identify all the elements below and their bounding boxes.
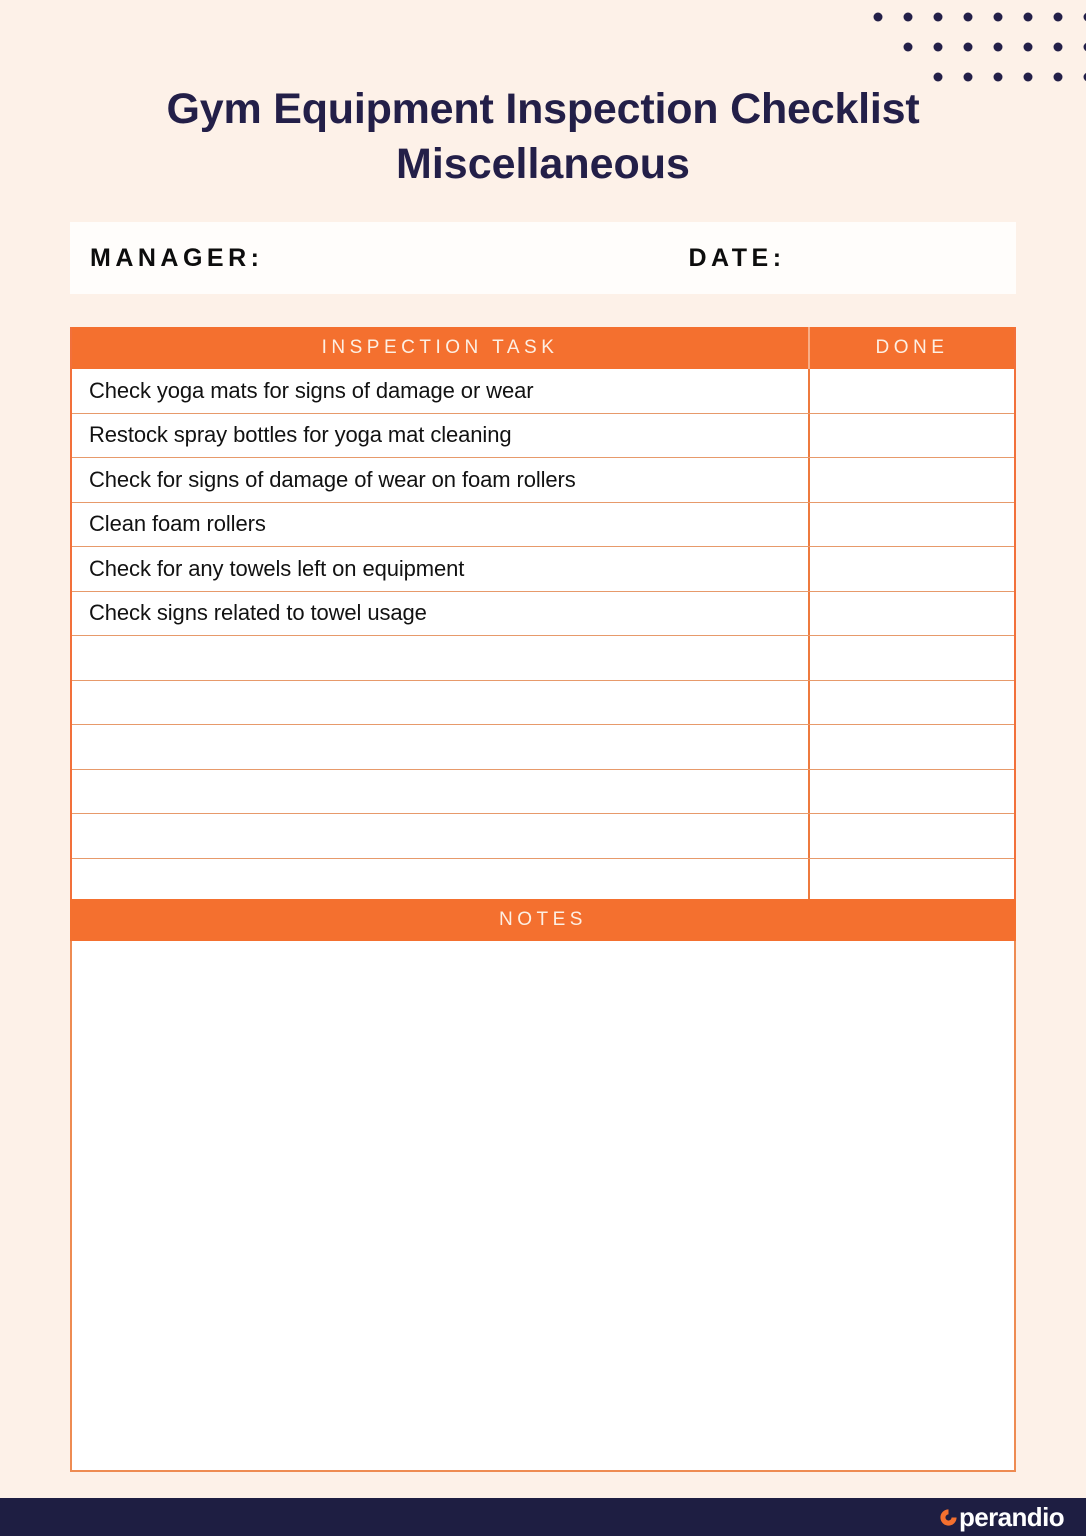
table-row bbox=[72, 458, 1014, 503]
page-subtitle: Miscellaneous bbox=[396, 139, 690, 188]
done-checkbox-cell[interactable] bbox=[810, 770, 1014, 814]
table-row bbox=[72, 770, 1014, 815]
footer-bar bbox=[0, 1498, 1086, 1536]
table-row bbox=[72, 725, 1014, 770]
page-title-block bbox=[0, 84, 1086, 189]
task-cell[interactable]: Check for signs of damage of wear on foam rollers bbox=[72, 458, 810, 502]
task-cell[interactable]: Clean foam rollers bbox=[72, 503, 810, 547]
task-cell[interactable] bbox=[72, 814, 810, 858]
operandio-logo-text: perandio bbox=[959, 1502, 1064, 1532]
manager-label: MANAGER: bbox=[90, 243, 264, 272]
task-cell[interactable] bbox=[72, 725, 810, 769]
task-cell[interactable] bbox=[72, 681, 810, 725]
table-row bbox=[72, 414, 1014, 459]
table-row bbox=[72, 681, 1014, 726]
table-body bbox=[72, 369, 1014, 903]
operandio-ring-icon bbox=[939, 1508, 958, 1527]
table-row bbox=[72, 814, 1014, 859]
operandio-logo bbox=[939, 1504, 1064, 1530]
dot-grid-icon bbox=[866, 0, 1086, 90]
column-header-inspection-task: INSPECTION TASK bbox=[72, 327, 810, 369]
done-checkbox-cell[interactable] bbox=[810, 725, 1014, 769]
table-row bbox=[72, 859, 1014, 904]
done-checkbox-cell[interactable] bbox=[810, 681, 1014, 725]
done-checkbox-cell[interactable] bbox=[810, 458, 1014, 502]
done-checkbox-cell[interactable] bbox=[810, 503, 1014, 547]
done-checkbox-cell[interactable] bbox=[810, 636, 1014, 680]
table-header-row bbox=[72, 327, 1014, 369]
task-cell[interactable]: Check for any towels left on equipment bbox=[72, 547, 810, 591]
table-row bbox=[72, 592, 1014, 637]
table-row bbox=[72, 547, 1014, 592]
task-cell[interactable] bbox=[72, 859, 810, 904]
page-title: Gym Equipment Inspection Checklist bbox=[166, 85, 920, 133]
done-checkbox-cell[interactable] bbox=[810, 859, 1014, 904]
table-row bbox=[72, 503, 1014, 548]
task-cell[interactable] bbox=[72, 770, 810, 814]
task-cell[interactable]: Check signs related to towel usage bbox=[72, 592, 810, 636]
done-checkbox-cell[interactable] bbox=[810, 592, 1014, 636]
done-checkbox-cell[interactable] bbox=[810, 414, 1014, 458]
dot-grid-decoration bbox=[866, 0, 1086, 90]
notes-header: NOTES bbox=[70, 899, 1016, 941]
task-cell[interactable] bbox=[72, 636, 810, 680]
meta-band bbox=[70, 222, 1016, 294]
done-checkbox-cell[interactable] bbox=[810, 547, 1014, 591]
column-header-done: DONE bbox=[875, 337, 949, 358]
done-checkbox-cell[interactable] bbox=[810, 369, 1014, 413]
done-checkbox-cell[interactable] bbox=[810, 814, 1014, 858]
date-label: DATE: bbox=[688, 243, 786, 272]
inspection-table bbox=[70, 327, 1016, 903]
task-cell[interactable]: Check yoga mats for signs of damage or wear bbox=[72, 369, 810, 413]
notes-area[interactable] bbox=[70, 941, 1016, 1472]
task-cell[interactable]: Restock spray bottles for yoga mat cleaning bbox=[72, 414, 810, 458]
table-row bbox=[72, 636, 1014, 681]
table-row bbox=[72, 369, 1014, 414]
